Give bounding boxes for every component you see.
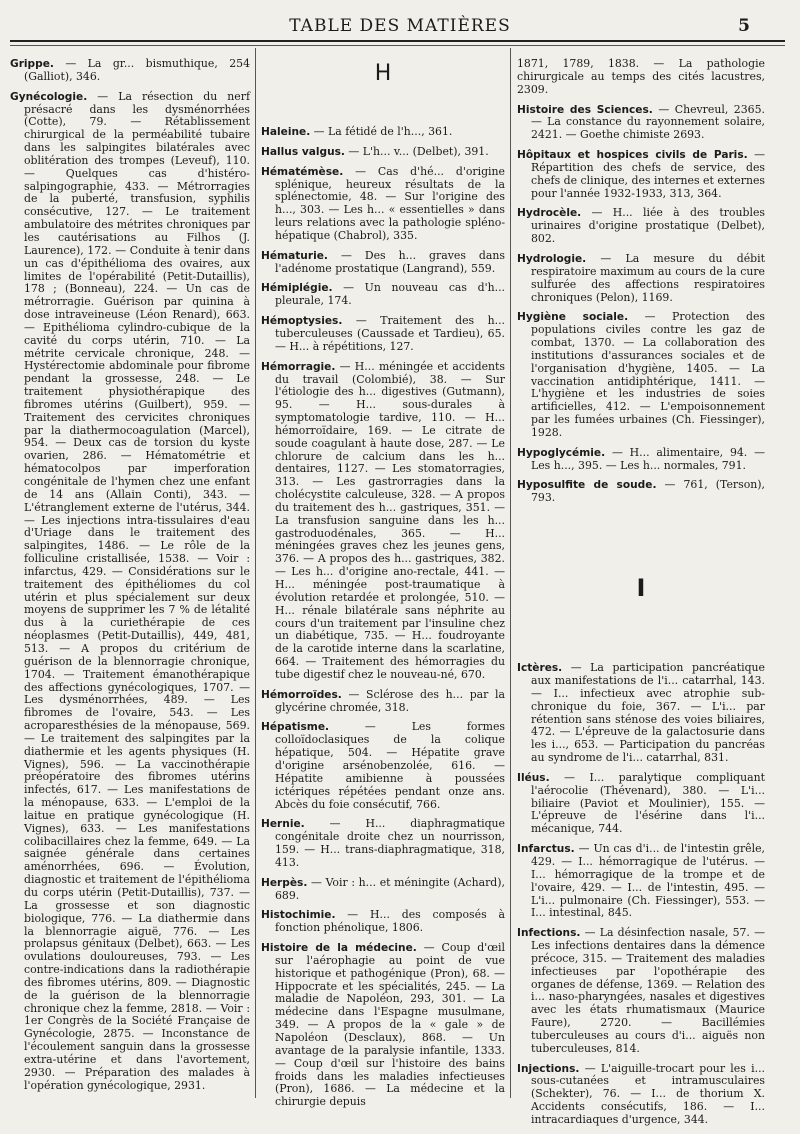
entry-text: — Chevreul, 2365. — La constance du rayonnement solaire, 2421. — Goethe chimiste 2693. bbox=[531, 102, 765, 142]
entry-text: — Les formes colloïdoclasiques de la colique hépatique, 504. — Hépatite grave d'origine arsénobenzolée, 616. — Hépatite amibienne à poussées ictériques répétées pendant onze ans. Abcès du foie consécutif, 766. bbox=[275, 720, 505, 811]
index-entry bbox=[261, 942, 505, 1109]
entry-heading: Haleine. bbox=[261, 126, 311, 138]
entry-text: — H... alimentaire, 94. — Les h..., 395. — Les h... normales, 791. bbox=[531, 445, 765, 472]
index-entry bbox=[517, 447, 765, 473]
header-rule bbox=[10, 40, 785, 46]
index-entry bbox=[517, 479, 765, 505]
entry-heading: Hépatisme. bbox=[261, 721, 330, 734]
entry-heading: Hôpitaux et hospices civils de Paris. bbox=[517, 149, 748, 162]
entry-heading: Iléus. bbox=[517, 771, 550, 784]
entry-text: — Des h... graves dans l'adénome prostatique (Langrand), 559. bbox=[275, 248, 505, 275]
entry-text: — H... des composés à fonction phénolique, 1806. bbox=[275, 908, 505, 935]
index-entry bbox=[261, 877, 505, 903]
index-entry bbox=[261, 282, 505, 308]
page-number: 5 bbox=[738, 16, 750, 36]
entry-heading: Hématurie. bbox=[261, 249, 328, 262]
index-entry bbox=[261, 361, 505, 682]
entry-heading: Hydrocèle. bbox=[517, 207, 582, 220]
index-entry bbox=[517, 772, 765, 836]
index-entry bbox=[10, 91, 250, 1093]
entry-heading: Hématémèse. bbox=[261, 165, 344, 178]
entry-text: — La désinfection nasale, 57. — Les infections dentaires dans la démence précoce, 315. — Traitement des maladies infectieuses par l'opothérapie des organes de défense, 1369. — Relation des i... naso-pharyngées, nasales et digestives avec les états rhumatismaux (Maurice Faure), 2720. — Bacillémies tuberculeuses au cours d'i... aiguës non tuberculeuses, 814. bbox=[531, 926, 765, 1055]
index-entry bbox=[517, 253, 765, 304]
entry-text: — La mesure du débit respiratoire maximum au cours de la cure sulfurée des affections respiratoires chroniques (Pelon), 1169. bbox=[531, 251, 765, 304]
index-entry bbox=[261, 721, 505, 811]
entry-heading: Hydrologie. bbox=[517, 252, 587, 265]
index-entry bbox=[517, 311, 765, 439]
entry-heading: Infections. bbox=[517, 927, 581, 940]
index-entry bbox=[261, 146, 505, 159]
column-left bbox=[10, 58, 250, 1100]
entry-text: — La gr... bismuthique, 254 (Galliot), 346. bbox=[24, 57, 250, 83]
entry-text: — Un nouveau cas d'h... pleurale, 174. bbox=[275, 281, 505, 308]
entry-text: — La résection du nerf présacré dans les dysménorrhées (Cotte), 79. — Rétablissement chirurgical de la perméabilité tubaire dans les salpingites bilatérales avec oblitération des trompes (Leveuf), 110. — Quelques cas d'histéro-salpingographie, 433. — Métrorragies de la puberté, transfusion, syphilis consécutive, 127. — Le traitement ambulatoire des métrites chroniques par les cautérisations au Filhos (J. Laurence), 172. — Conduite à tenir dans un cas d'épithélioma des ovaires, aux limites de l'opérabilité (Petit-Dutaillis), 178 ; (Bonneau), 224. — Un cas de métrorragie. Guérison par quinina à dose intraveineuse (Léon Renard), 663. — Epithélioma cylindro-cubique de la cavité du corps utérin, 710. — La métrite cervicale chronique, 248. — Hystérectomie abdominale pour fibrome pendant la grossesse, 248. — Le traitement physiothérapique des fibromes utérins (Guilbert), 959. — Traitement des cervicites chroniques par la diathermocoagulation (Marcel), 954. — Deux cas de torsion du kyste ovarien, 286. — Hématométrie et hématocolpos par imperforation congénitale de l'hymen chez une enfant de 14 ans (Allain Conti), 343. — L'étranglement externe de l'utérus, 344. — Les injections intra-tissulaires d'eau d'Uriage dans le traitement des salpingites, 1486. — Le rôle de la folliculine cristallisée, 1538. — Voir : infarctus, 429. — Considérations sur le traitement des épithéliomes du col utérin et plus spécialement sur deux moyens de supprimer les 7 % de létalité dus à la curiethérapie de ces néoplasmes (Petit-Dutaillis), 449, 481, 513. — A propos du critérium de guérison de la blennorragie chronique, 1704. — Traitement émanothérapique des affections gynécologiques, 1707. — Les dysménorrhées, 489. — Les fibromes de l'ovaire, 543. — Les acroparesthésies de la ménopause, 569. — Le traitement des salpingites par la diathermie et les agents physiques (H. Vignes), 596. — La vaccinothérapie préopératoire des fibromes utérins infectés, 617. — Les manifestations de la ménopause, 633. — L'emploi de la laitue en pratique gynécologique (H. Vignes), 633. — Les manifestations colibacillaires chez la femme, 649. — La saignée générale dans certaines aménorrhées, 696. — Évolution, diagnostic et traitement de l'épithélioma du corps utérin (Petit-Dutaillis), 737. — La grossesse et son diagnostic biologique, 776. — La diathermie dans la blennorragie aiguë, 776. — Les prolapsus génitaux (Delbet), 663. — Les ovulations douloureuses, 793. — Les contre-indications dans la radiothérapie des fibromes utérins, 809. — Diagnostic de la guérison de la blennorragie chronique chez la femme, 2818. — Voir : 1er Congrès de la Société Française de Gynécologie, 2875. — Inconstance de l'écoulement sanguin dans la grossesse extra-utérine et dans l'avortement, 2930. — Préparation des malades à l'opération gynécologique, 2931. bbox=[24, 89, 251, 1092]
section-letter-h: H bbox=[374, 61, 392, 86]
index-entry bbox=[517, 207, 765, 246]
entry-text: — Répartition des chefs de service, des chefs de clinique, des internes et externes pour l'année 1932-1933, 313, 364. bbox=[531, 148, 765, 200]
entry-text: — I... paralytique compliquant l'aérocolie (Thévenard), 380. — L'i... biliaire (Paviot et Moulinier), 155. — L'épreuve de l'ésérine dans l'i... mécanique, 744. bbox=[531, 770, 765, 836]
entry-heading: Hémorragie. bbox=[261, 360, 336, 373]
index-entry bbox=[261, 250, 505, 276]
entry-text: — L'aiguille-trocart pour les i... sous-cutanées et intramusculaires (Schekter), 76. — I... de thorium X. Accidents consécutifs, 186. — I... intracardiaques d'urgence, 344. bbox=[531, 1061, 765, 1126]
entry-heading: Hallus valgus. bbox=[261, 145, 345, 158]
entry-text: — Voir : h... et méningite (Achard), 689. bbox=[275, 875, 505, 902]
entry-text: — La fétidé de l'h..., 361. bbox=[310, 125, 453, 138]
entry-heading: Herpès. bbox=[261, 876, 308, 889]
entry-text: — Coup d'œil sur l'aérophagie au point de vue historique et pathogénique (Pron), 68. — Hippocrate et les spécialités, 245. — La maladie de Napoléon, 293, 301. — La médecine dans l'Espagne musulmane, 349. — A propos de la « gale » de Napoléon (Desclaux), 868. — Un avantage de la paralysie infantile, 1333. — Coup d'œil sur l'histoire des bains froids dans les maladies infectieuses (Pron), 1686. — La médecine et la chirurgie depuis bbox=[275, 941, 505, 1109]
column-divider bbox=[510, 48, 511, 1098]
index-entry bbox=[261, 689, 505, 715]
entry-heading: Histoire des Sciences. bbox=[517, 103, 653, 116]
entry-heading: Infarctus. bbox=[517, 843, 575, 856]
index-entry bbox=[261, 818, 505, 869]
entry-heading: Ictères. bbox=[517, 662, 563, 675]
index-entry bbox=[517, 149, 765, 200]
entry-heading: Hémiplégie. bbox=[261, 282, 333, 295]
index-entry bbox=[261, 166, 505, 243]
index-entry bbox=[261, 315, 505, 354]
section-letter-i: I bbox=[636, 574, 646, 603]
index-entry bbox=[517, 104, 765, 143]
column-middle bbox=[261, 58, 505, 1116]
entry-text: — Sclérose des h... par la glycérine chromée, 318. bbox=[275, 687, 505, 714]
entry-text: — H... méningée et accidents du travail (Colombié), 38. — Sur l'étiologie des h... digestives (Gutmann), 95. — H... sous-durales à symptomatologie tardive, 110. — H... hémorroïdaire, 169. — Le citrate de soude coagulant à haute dose, 287. — Le chlorure de calcium dans les h... dentaires, 1127. — Les stomatorragies, 313. — Les gastrorragies dans la cholécystite calculeuse, 328. — A propos du traitement des h... gastriques, 351. — La transfusion sanguine dans les h... gastroduodénales, 365. — H... méningées graves chez les jeunes gens, 376. — A propos des h... gastriques, 382. — Les h... d'origine ano-rectale, 441. — H... méningée post-traumatique à évolution retardée et prolongée, 510. — H... rénale bilatérale sans néphrite au cours d'un traitement par l'insuline chez un diabétique, 735. — H... foudroyante de la carotide interne dans la scarlatine, 664. — Traitement des hémorragies du tube digestif chez le nouveau-né, 670. bbox=[275, 359, 505, 681]
index-entry bbox=[10, 58, 250, 84]
entry-heading: Hypoglycémie. bbox=[517, 446, 606, 459]
entry-continuation: 1871, 1789, 1838. — La pathologie chirurgicale au temps des cités lacustres, 2309. bbox=[517, 57, 765, 96]
index-entry bbox=[261, 909, 505, 935]
entry-heading: Hémorroïdes. bbox=[261, 688, 342, 701]
entry-text: — Un cas d'i... de l'intestin grêle, 429. — I... hémorragique de l'utérus. — I... hémorragique de la trompe et de l'ovaire, 429. — I... de l'intestin, 495. — L'i... pulmonaire (Ch. Fiessinger), 553. — I... intestinal, 845. bbox=[531, 842, 765, 920]
entry-text: — Cas d'hé... d'origine splénique, heureux résultats de la splénectomie, 48. — Sur l'origine des h..., 303. — Les h... « essentielles » dans leurs relations avec la pathologie spléno-hépatique (Chabrol), 335. bbox=[275, 164, 505, 242]
entry-heading: Grippe. bbox=[10, 58, 54, 70]
entry-text: — L'h... v... (Delbet), 391. bbox=[344, 144, 489, 158]
entry-heading: Hémoptysies. bbox=[261, 315, 343, 328]
entry-heading: Hygiène sociale. bbox=[517, 311, 629, 324]
column-divider bbox=[255, 48, 256, 1098]
entry-text: — Protection des populations civiles contre les gaz de combat, 1370. — La collaboration des institutions d'assurances sociales et de l'organisation d'hygiène, 1405. — La vaccination antidiphtérique, 1411. — L'hygiène et les industries de soies artificielles, 412. — L'empoisonnement par les fumées urbaines (Ch. Fiessinger), 1928. bbox=[531, 310, 765, 439]
entry-text: — Traitement des h... tuberculeuses (Caussade et Tardieu), 65. — H... à répétitions, 127. bbox=[275, 314, 505, 353]
entry-heading: Histochimie. bbox=[261, 909, 336, 922]
entry-heading: Gynécologie. bbox=[10, 90, 88, 103]
entry-heading: Histoire de la médecine. bbox=[261, 942, 417, 955]
index-entry bbox=[517, 843, 765, 920]
index-entry bbox=[517, 662, 765, 765]
index-entry bbox=[517, 927, 765, 1055]
entry-heading: Hyposulfite de soude. bbox=[517, 479, 657, 492]
entry-heading: Injections. bbox=[517, 1062, 580, 1075]
entry-heading: Hernie. bbox=[261, 818, 305, 831]
column-right bbox=[517, 58, 765, 1134]
entry-text: — 761, (Terson), 793. bbox=[531, 478, 765, 505]
entry-text: — La participation pancréatique aux manifestations de l'i... catarrhal, 143. — I... infectieux avec atrophie sub-chronique du foie, 367. — L'i... par rétention sans sténose des voies biliaires, 472. — L'épreuve de la galactosurie dans les i..., 653. — Participation du pancréas au syndrome de l'i... catarrhal, 831. bbox=[531, 661, 765, 765]
index-entry bbox=[261, 126, 505, 139]
index-entry bbox=[517, 1063, 765, 1127]
page-title: TABLE DES MATIÈRES bbox=[289, 16, 511, 36]
entry-text: — H... diaphragmatique congénitale droite chez un nourrisson, 159. — H... trans-diaphragmatique, 318, 413. bbox=[275, 817, 505, 869]
entry-text: — H... liée à des troubles urinaires d'origine prostatique (Delbet), 802. bbox=[531, 206, 765, 246]
